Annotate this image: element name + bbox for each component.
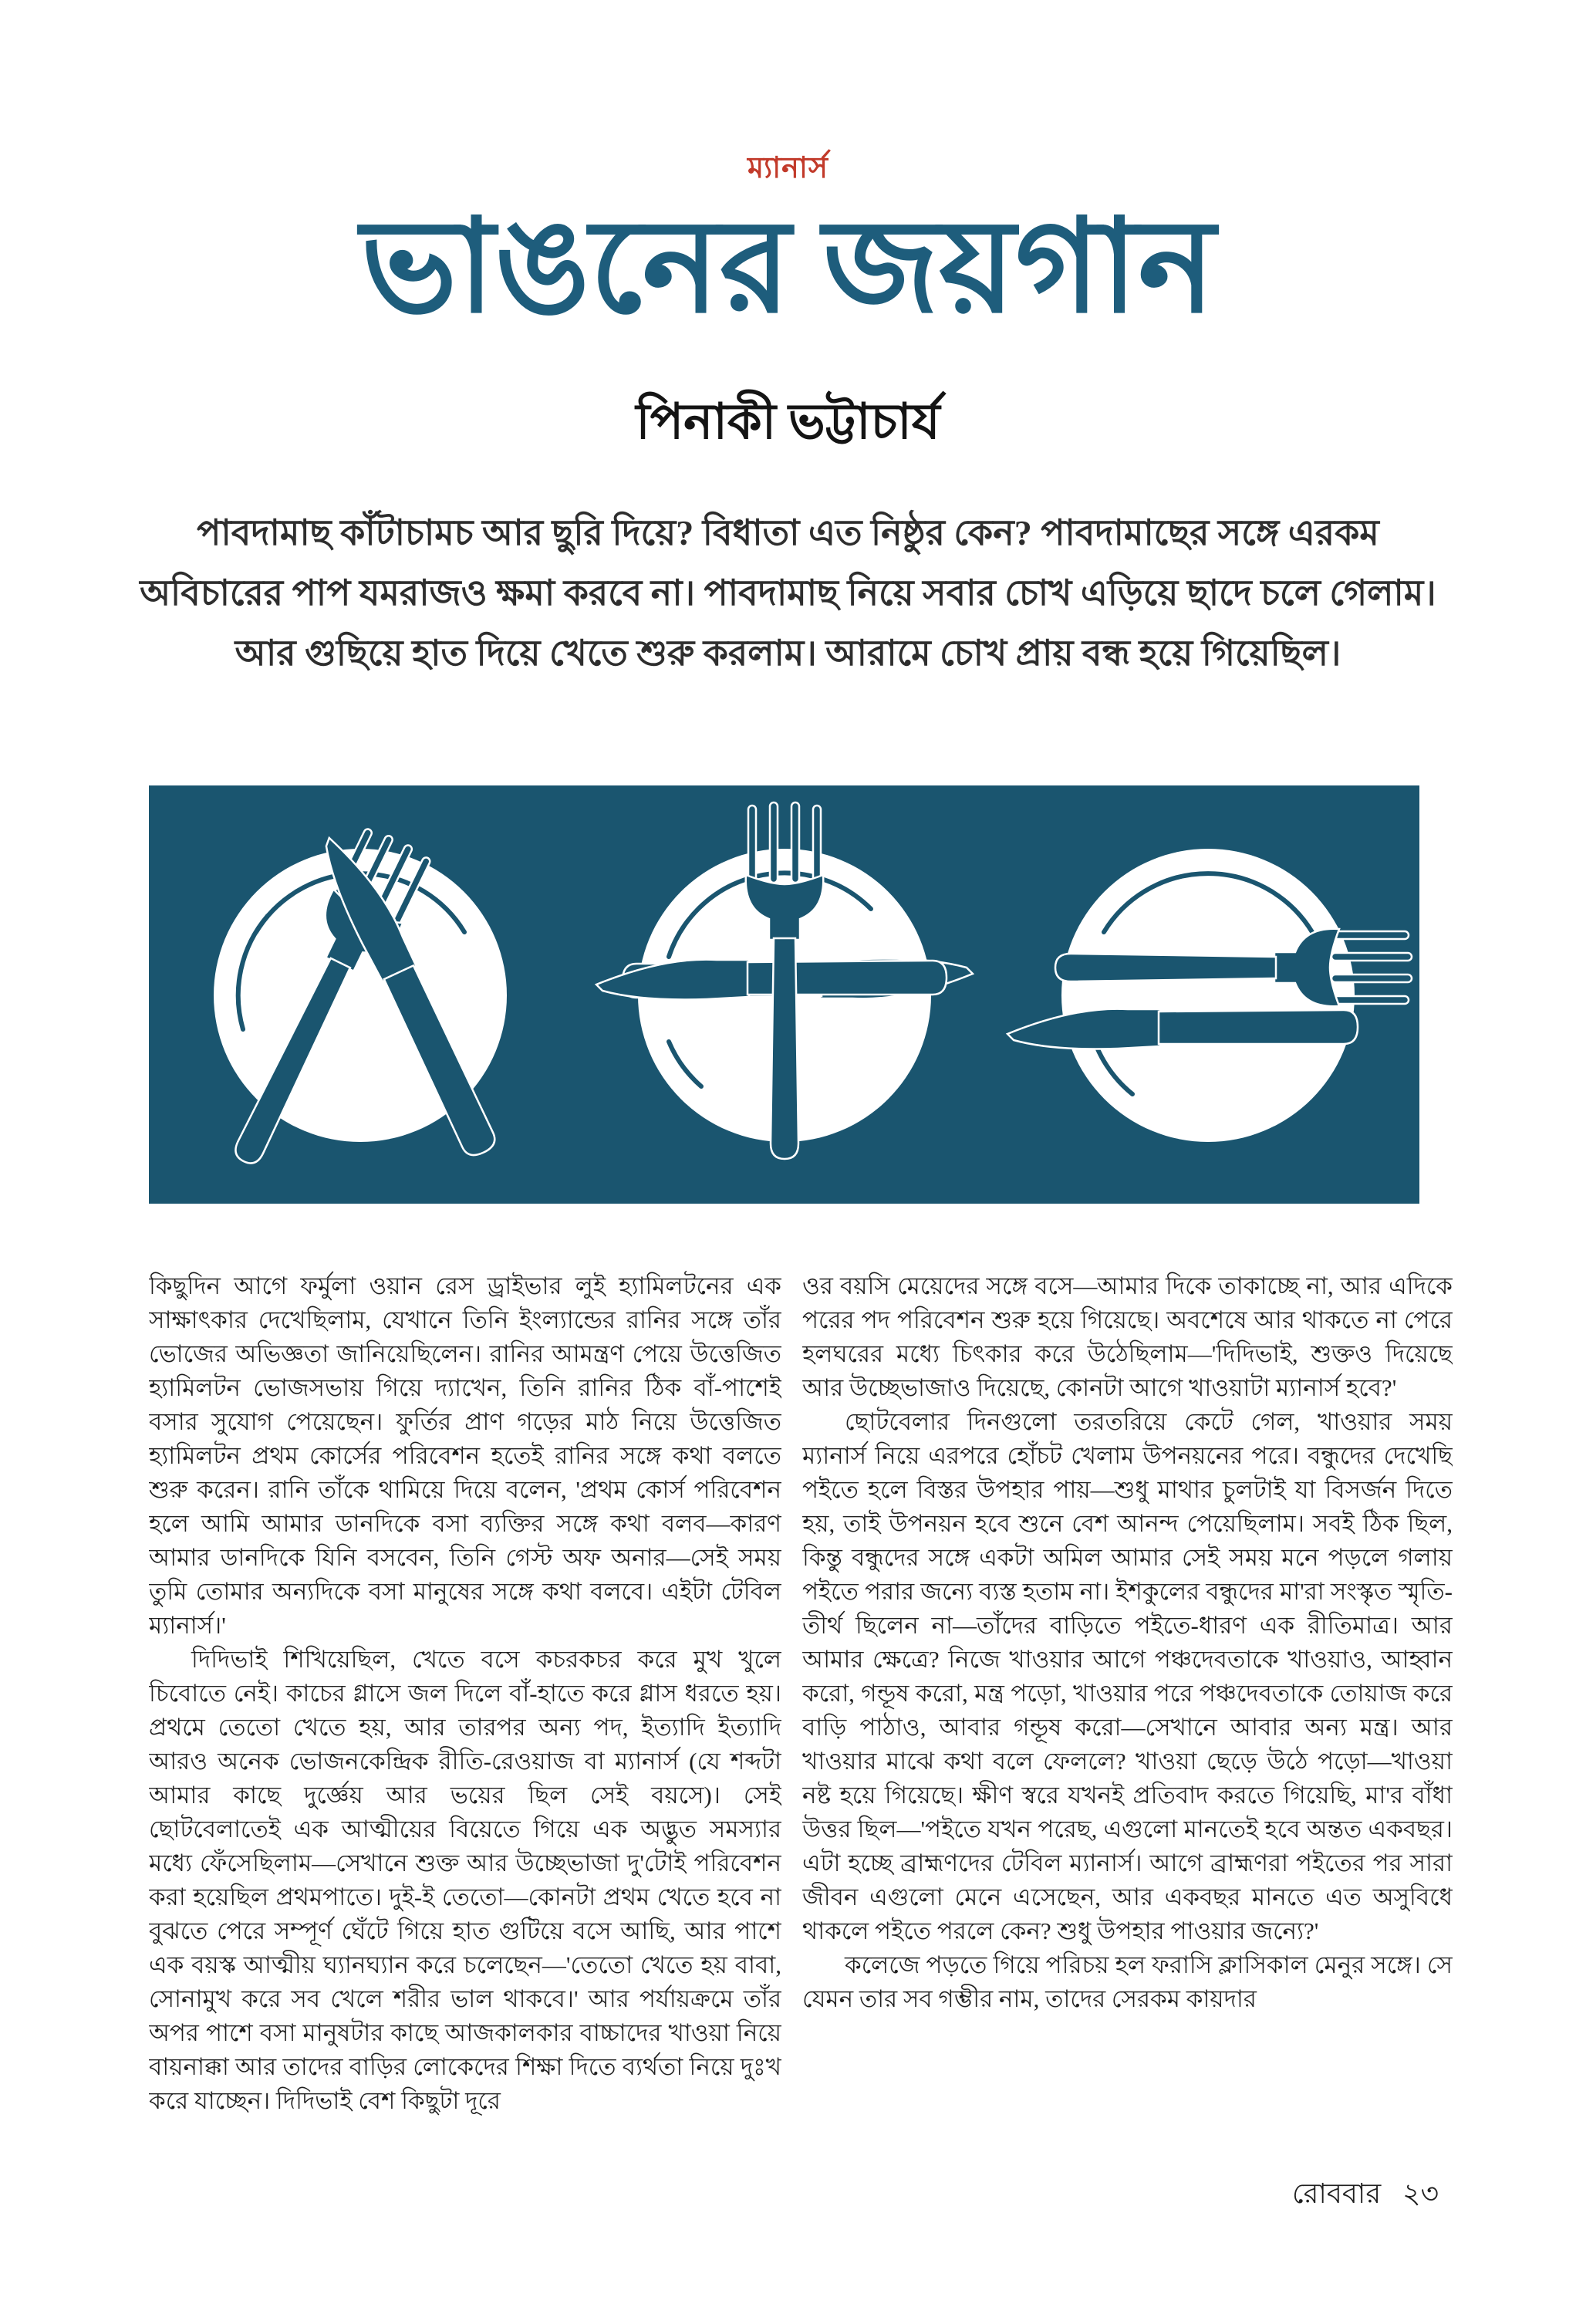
magazine-name: রোববার [1292, 2178, 1382, 2209]
paragraph: কিছুদিন আগে ফর্মুলা ওয়ান রেস ড্রাইভার লুই হ্যামিলটনের এক সাক্ষাৎকার দেখেছিলাম, যেখানে তিনি ইংল্যান্ডের রানির সঙ্গে তাঁর ভোজের অভিজ্ঞতা জানিয়েছিলেন। রানির আমন্ত্রণ পেয়ে উত্তেজিত হ্যামিলটন ভোজসভায় গিয়ে দ্যাখেন, তিনি রানির ঠিক বাঁ-পাশেই বসার সুযোগ পেয়েছেন। ফুর্তির প্রাণ গড়ের মাঠ নিয়ে উত্তেজিত হ্যামিলটন প্রথম কোর্সের পরিবেশন হতেই রানির সঙ্গে কথা বলতে শুরু করেন। রানি তাঁকে থামিয়ে দিয়ে বলেন, 'প্রথম কোর্স পরিবেশন হলে আমি আমার ডানদিকে বসা ব্যক্তির সঙ্গে কথা বলব—কারণ আমার ডানদিকে যিনি বসবেন, তিনি গেস্ট অফ অনার—সেই সময় তুমি তোমার অন্যদিকে বসা মানুষের সঙ্গে কথা বলবে। এইটা টেবিল ম্যানার্স।' [149, 1272, 781, 1639]
article-right-column [802, 1269, 1453, 2160]
plate-fork-knife-crossed-icon [209, 824, 507, 1178]
paragraph: ছোটবেলার দিনগুলো তরতরিয়ে কেটে গেল, খাওয়ার সময় ম্যানার্স নিয়ে এরপরে হোঁচট খেলাম উপনয়নের পরে। বন্ধুদের দেখেছি পইতে হলে বিস্তর উপহার পায়—শুধু মাথার চুলটাই যা বিসর্জন দিতে হয়, তাই উপনয়ন হবে শুনে বেশ আনন্দ পেয়েছিলাম। সবই ঠিক ছিল, কিন্তু বন্ধুদের সঙ্গে একটা অমিল আমার সেই সময় মনে পড়লে গলায় পইতে পরার জন্যে ব্যস্ত হতাম না। ইশকুলের বন্ধুদের মা'রা সংস্কৃত স্মৃতি-তীর্থ ছিলেন না—তাঁদের বাড়িতে পইতে-ধারণ এক রীতিমাত্র। আর আমার ক্ষেত্রে? নিজে খাওয়ার আগে পঞ্চদেবতাকে খাওয়াও, আহ্বান করো, গন্ডূষ করো, মন্ত্র পড়ো, খাওয়ার পরে পঞ্চদেবতাকে তোয়াজ করে বাড়ি পাঠাও, আবার গন্ডূষ করো—সেখানে আবার অন্য মন্ত্র। আর খাওয়ার মাঝে কথা বলে ফেললে? খাওয়া ছেড়ে উঠে পড়ো—খাওয়া নষ্ট হয়ে গিয়েছে। ক্ষীণ স্বরে যখনই প্রতিবাদ করতে গিয়েছি, মা'র বাঁধা উত্তর ছিল—'পইতে যখন পরেছ, এগুলো মানতেই হবে অন্তত একবছর। এটা হচ্ছে ব্রাহ্মণদের টেবিল ম্যানার্স। আগে ব্রাহ্মণরা পইতের পর সারা জীবন এগুলো মেনে এসেছেন, আর একবছর মানতে এত অসুবিধে থাকলে পইতে পরলে কেন? শুধু উপহার পাওয়ার জন্যে?' [802, 1408, 1453, 1944]
paragraph: ওর বয়সি মেয়েদের সঙ্গে বসে—আমার দিকে তাকাচ্ছে না, আর এদিকে পরের পদ পরিবেশন শুরু হয়ে গিয়েছে। অবশেষে আর থাকতে না পেরে হলঘরের মধ্যে চিৎকার করে উঠেছিলাম—'দিদিভাই, শুক্তও দিয়েছে আর উচ্ছেভাজাও দিয়েছে, কোনটা আগে খাওয়াটা ম্যানার্স হবে?' [802, 1272, 1453, 1401]
plate-fork-knife-parallel-icon [1007, 849, 1412, 1142]
paragraph: কলেজে পড়তে গিয়ে পরিচয় হল ফরাসি ক্লাসিকাল মেনুর সঙ্গে। সে যেমন তার সব গম্ভীর নাম, তাদের সেরকম কায়দার [802, 1951, 1453, 2012]
cutlery-banner-svg [149, 785, 1419, 1204]
author-byline: পিনাকী ভট্টাচার্য [636, 394, 940, 449]
page-footer [1292, 2173, 1439, 2219]
section-kicker: ম্যানার্স [748, 152, 828, 184]
page-number: ২৩ [1402, 2178, 1439, 2209]
standfirst-intro: পাবদামাছ কাঁটাচামচ আর ছুরি দিয়ে? বিধাতা এত নিষ্ঠুর কেন? পাবদামাছের সঙ্গে এরকম অবিচারের পাপ যমরাজও ক্ষমা করবে না। পাবদামাছ নিয়ে সবার চোখ এড়িয়ে ছাদে চলে গেলাম। আর গুছিয়ে হাত দিয়ে খেতে শুরু করলাম। আরামে চোখ প্রায় বন্ধ হয়ে গিয়েছিল। [140, 513, 1436, 673]
cutlery-banner-illustration [149, 785, 1419, 1204]
article-left-column [149, 1269, 781, 2160]
plate-fork-knife-cross-icon [596, 802, 973, 1159]
paragraph: দিদিভাই শিখিয়েছিল, খেতে বসে কচরকচর করে মুখ খুলে চিবোতে নেই। কাচের গ্লাসে জল দিলে বাঁ-হাতে করে গ্লাস ধরতে হয়। প্রথমে তেতো খেতে হয়, আর তারপর অন্য পদ, ইত্যাদি ইত্যাদি আরও অনেক ভোজনকেন্দ্রিক রীতি-রেওয়াজ বা ম্যানার্স (যে শব্দটা আমার কাছে দুর্জ্ঞেয় আর ভয়ের ছিল সেই বয়সে)। সেই ছোটবেলাতেই এক আত্মীয়ের বিয়েতে গিয়ে এক অদ্ভুত সমস্যার মধ্যে ফেঁসেছিলাম—সেখানে শুক্ত আর উচ্ছেভাজা দু'টোই পরিবেশন করা হয়েছিল প্রথমপাতে। দুই-ই তেতো—কোনটা প্রথম খেতে হবে না বুঝতে পেরে সম্পূর্ণ ঘেঁটে গিয়ে হাত গুটিয়ে বসে আছি, আর পাশে এক বয়স্ক আত্মীয় ঘ্যানঘ্যান করে চলেছেন—'তেতো খেতে হয় বাবা, সোনামুখ করে সব খেলে শরীর ভাল থাকবে।' আর পর্যায়ক্রমে তাঁর অপর পাশে বসা মানুষটার কাছে আজকালকার বাচ্চাদের খাওয়া নিয়ে বায়নাক্কা আর তাদের বাড়ির লোকেদের শিক্ষা দিতে ব্যর্থতা নিয়ে দুঃখ করে যাচ্ছেন। দিদিভাই বেশ কিছুটা দূরে [149, 1646, 781, 2114]
article-title: ভাঙনের জয়গান [360, 196, 1216, 339]
